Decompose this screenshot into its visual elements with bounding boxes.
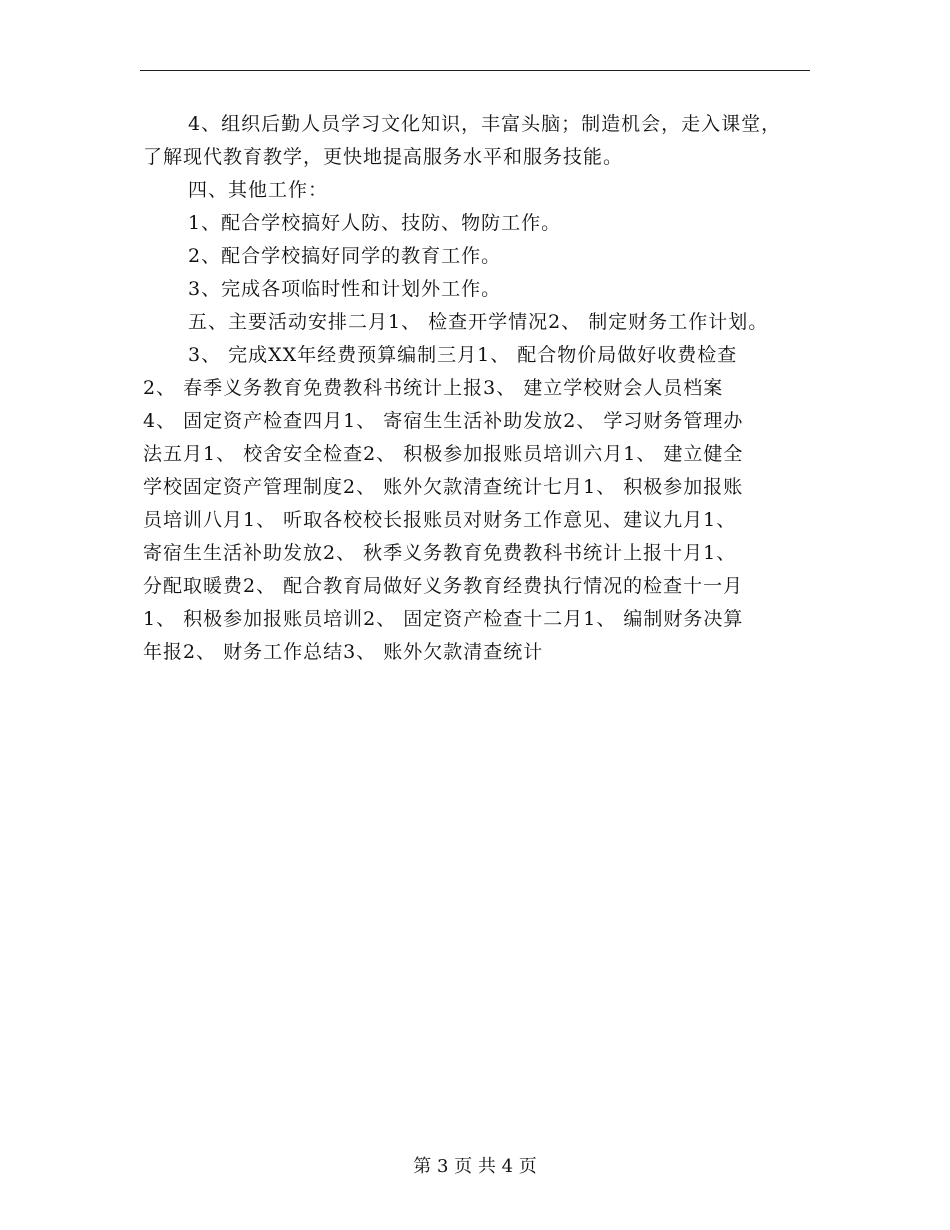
paragraph-line: 员培训八月1、 听取各校校长报账员对财务工作意见、建议九月1、 bbox=[143, 509, 737, 531]
paragraph-line: 寄宿生生活补助发放2、 秋季义务教育免费教科书统计上报十月1、 bbox=[143, 542, 737, 564]
paragraph-line: 学校固定资产管理制度2、 账外欠款清查统计七月1、 积极参加报账 bbox=[143, 476, 744, 498]
list-item: 1、配合学校搞好人防、技防、物防工作。 bbox=[188, 212, 562, 234]
section-heading: 五、主要活动安排二月1、 检查开学情况2、 制定财务工作计划。 bbox=[188, 311, 769, 333]
page-number-footer: 第 3 页 共 4 页 bbox=[413, 1156, 537, 1177]
paragraph-line: 法五月1、 校舍安全检查2、 积极参加报账员培训六月1、 建立健全 bbox=[143, 443, 744, 465]
list-item: 2、配合学校搞好同学的教育工作。 bbox=[188, 245, 502, 267]
paragraph-line: 1、 积极参加报账员培训2、 固定资产检查十二月1、 编制财务决算 bbox=[143, 608, 744, 630]
paragraph-line: 年报2、 财务工作总结3、 账外欠款清查统计 bbox=[143, 641, 544, 663]
document-body bbox=[143, 108, 810, 669]
paragraph-line: 2、 春季义务教育免费教科书统计上报3、 建立学校财会人员档案 bbox=[143, 377, 724, 399]
paragraph-line: 了解现代教育教学，更快地提高服务水平和服务技能。 bbox=[143, 146, 624, 168]
paragraph-line: 4、组织后勤人员学习文化知识，丰富头脑；制造机会，走入课堂， bbox=[188, 113, 782, 135]
list-item: 3、完成各项临时性和计划外工作。 bbox=[188, 278, 502, 300]
header-rule bbox=[140, 70, 810, 71]
paragraph-line: 3、 完成XX年经费预算编制三月1、 配合物价局做好收费检查 bbox=[188, 344, 738, 366]
paragraph-line: 4、 固定资产检查四月1、 寄宿生生活补助发放2、 学习财务管理办 bbox=[143, 410, 744, 432]
paragraph-line: 分配取暖费2、 配合教育局做好义务教育经费执行情况的检查十一月 bbox=[143, 575, 744, 597]
section-heading: 四、其他工作： bbox=[188, 179, 329, 201]
